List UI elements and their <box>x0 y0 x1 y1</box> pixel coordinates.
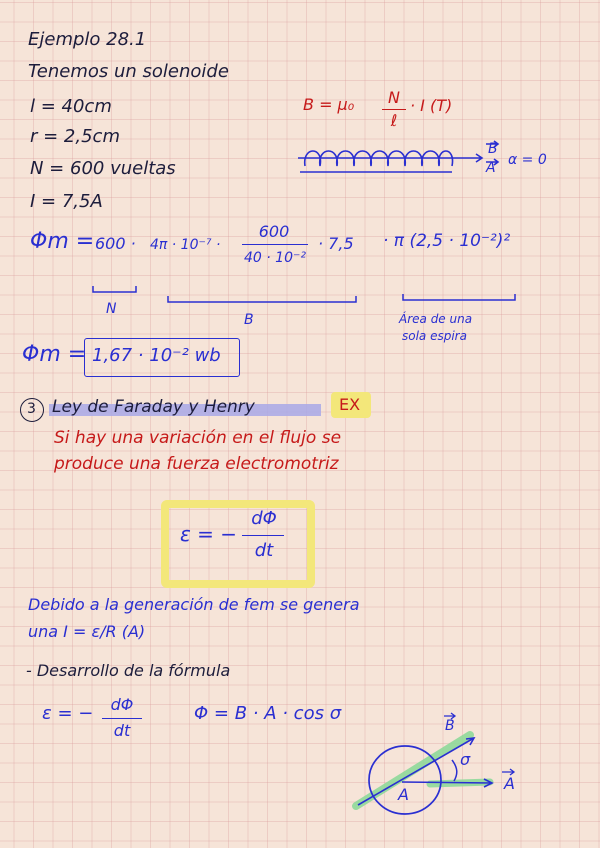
b-formula-lhs: B = μ₀ <box>303 95 355 114</box>
derivation-heading: - Desarrollo de la fórmula <box>26 661 231 680</box>
given-length: l = 40cm <box>30 96 112 117</box>
brace-label-area-1: Área de una <box>399 312 473 326</box>
flux-calc-area: · π (2,5 · 10⁻²)² <box>383 231 511 251</box>
diagram-b-label: B <box>445 718 455 734</box>
intro-text: Tenemos un solenoide <box>28 61 229 82</box>
flux-calc-current: · 7,5 <box>318 234 354 253</box>
diagram-sigma-label: σ <box>460 750 471 769</box>
flux-calc-n: 600 · <box>95 234 136 253</box>
consequence-line-2: una I = ε/R (A) <box>28 622 146 641</box>
section-ex-tag: EX <box>339 395 361 414</box>
diagram-area-label: A <box>398 785 409 804</box>
emf-box-denominator: dt <box>254 540 274 561</box>
solenoid-alpha-label: α = 0 <box>508 152 547 168</box>
given-radius: r = 2,5cm <box>30 126 120 147</box>
brace-label-n: N <box>106 301 117 317</box>
consequence-line-1: Debido a la generación de fem se genera <box>28 595 360 614</box>
flux-calc-lhs: Φm = <box>30 229 95 254</box>
underbraces <box>93 286 515 302</box>
bottom-flux-formula: Φ = B · A · cos σ <box>194 703 342 724</box>
bottom-emf-lhs: ε = − <box>42 703 94 724</box>
statement-line-2: produce una fuerza electromotriz <box>54 454 339 474</box>
section-title: Ley de Faraday y Henry <box>52 397 255 417</box>
flux-result-lhs: Φm = <box>22 342 87 367</box>
b-formula-numerator: N <box>388 88 400 107</box>
flux-result-value: 1,67 · 10⁻² wb <box>92 345 221 366</box>
bottom-emf-denominator: dt <box>113 721 131 740</box>
b-formula-tail: · I (T) <box>410 96 453 115</box>
emf-box-numerator: dΦ <box>251 508 277 529</box>
emf-box-lhs: ε = − <box>180 522 238 546</box>
section-number: 3 <box>27 401 36 417</box>
b-formula-denominator: ℓ <box>390 111 398 130</box>
given-current: I = 7,5A <box>30 191 103 212</box>
diagram-a-vector-label: A <box>504 774 515 793</box>
flux-calc-frac-den: 40 · 10⁻² <box>244 250 306 266</box>
solenoid-coil-icon <box>298 141 498 172</box>
solenoid-b-label: B <box>488 141 498 157</box>
brace-label-area-2: sola espira <box>402 329 467 343</box>
statement-line-1: Si hay una variación en el flujo se <box>54 428 342 448</box>
flux-diagram-icon <box>356 713 514 814</box>
example-title: Ejemplo 28.1 <box>28 29 147 50</box>
brace-label-b: B <box>244 312 254 328</box>
given-turns: N = 600 vueltas <box>30 158 176 179</box>
bottom-emf-numerator: dΦ <box>110 695 134 714</box>
flux-calc-frac-num: 600 <box>258 222 290 241</box>
solenoid-a-label: A <box>486 160 496 176</box>
flux-calc-mu: 4π · 10⁻⁷ · <box>150 237 221 253</box>
